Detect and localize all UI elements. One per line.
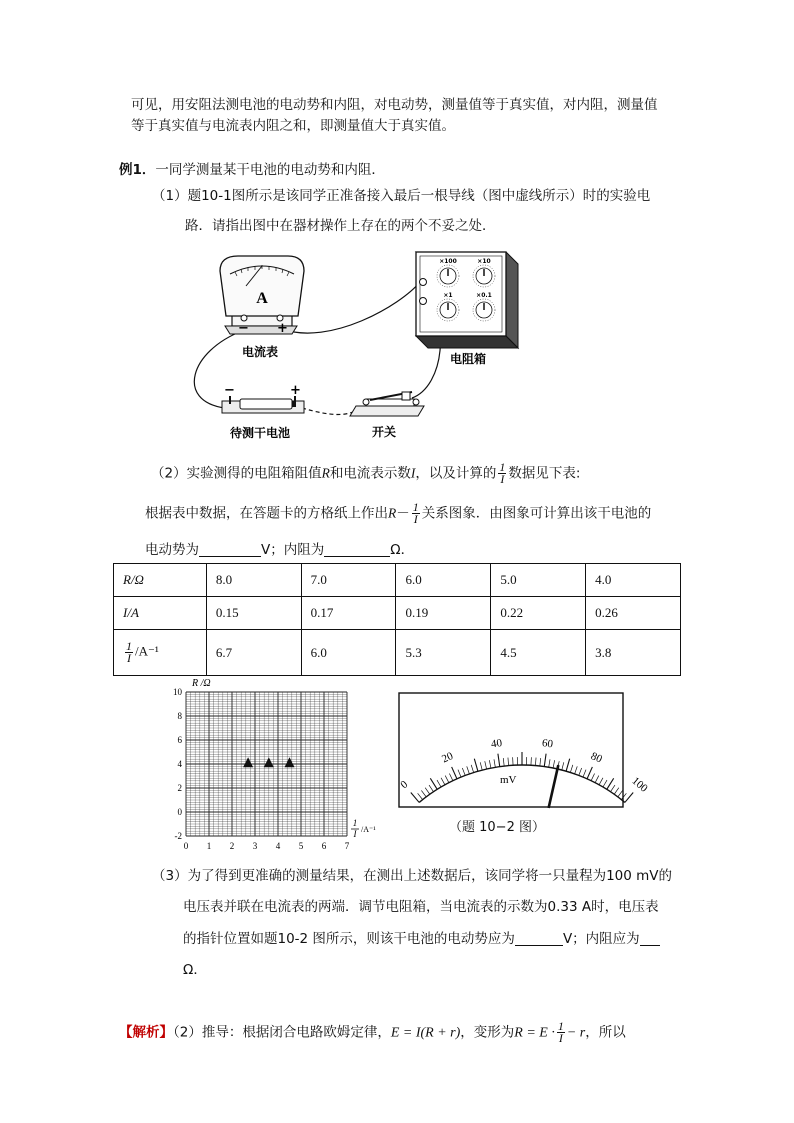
analysis-frac-num: 1 (557, 1019, 564, 1033)
intro-line-2: 等于真实值与电流表内阻之和，即测量值大于真实值。 (131, 118, 455, 134)
resistance-box (416, 252, 518, 366)
table-row (114, 564, 681, 597)
analysis-line (119, 1021, 626, 1044)
battery-minus: − (224, 383, 235, 398)
ammeter-label: 电流表 (242, 345, 279, 359)
q3-line-3-b: V；内阻应为 (562, 931, 640, 947)
table-cell: 0.26 (586, 597, 681, 630)
y-tick-label: 2 (177, 783, 182, 793)
q2-prefix: （2）实验测得的电阻箱阻值 (151, 465, 322, 482)
q2-fraction (498, 462, 506, 485)
q2-suffix: 数据见下表: (508, 465, 581, 482)
table-cell: 7.0 (301, 564, 396, 597)
analysis-eq-1: E = I(R + r) (390, 1025, 461, 1041)
x-tick-label: 2 (229, 841, 235, 851)
q2-line-2 (145, 502, 651, 525)
table-row (114, 630, 681, 676)
box-terminal-1 (420, 279, 427, 286)
table-header-i: I/A (114, 597, 207, 630)
switch (350, 392, 424, 439)
q3-line-3 (183, 929, 660, 949)
y-tick-label: 8 (177, 711, 182, 721)
box-terminal-2 (420, 298, 427, 305)
y-tick-label: 10 (173, 687, 182, 697)
q1-line-1: （1）题10-1图所示是该同学正准备接入最后一根导线（图中虚线所示）时的实验电 (152, 188, 651, 204)
q2b-prefix: 根据表中数据，在答题卡的方格纸上作出 (145, 505, 388, 522)
x-axis-label-den: I (353, 829, 357, 839)
ammeter-minus: − (238, 321, 249, 336)
analysis-eq-2-a: R = E · (514, 1025, 555, 1041)
ammeter (220, 256, 304, 359)
ammeter-symbol: A (256, 290, 268, 307)
q2-frac-num: 1 (499, 460, 506, 474)
q2b-frac-den: I (413, 512, 418, 526)
q3-line-3-a: 的指针位置如题10-2 图所示，则该干电池的电动势应为 (183, 931, 515, 947)
r-vs-inv-i-chart (160, 672, 400, 854)
inv-i-unit: /A⁻¹ (135, 643, 159, 659)
table-cell: 6.7 (206, 630, 301, 676)
q3-line-1: （3）为了得到更准确的测量结果，在测出上述数据后，该同学将一只量程为100 mV的 (152, 868, 673, 884)
table-cell: 0.22 (491, 597, 586, 630)
table-header-r: R/Ω (114, 564, 207, 597)
analysis-text-b: ，变形为 (460, 1024, 515, 1041)
data-point (243, 757, 253, 767)
table-cell: 0.19 (396, 597, 491, 630)
y-tick-label: -2 (174, 831, 182, 841)
analysis-text-c: ，所以 (585, 1024, 626, 1041)
q1-line-2: 路．请指出图中在器材操作上存在的两个不妥之处． (185, 218, 496, 234)
data-table (113, 563, 681, 676)
millivoltmeter (396, 690, 650, 810)
example-title: 一同学测量某干电池的电动势和内阻． (155, 162, 385, 178)
x-tick-label: 0 (183, 841, 189, 851)
table-cell: 6.0 (301, 630, 396, 676)
battery (222, 383, 304, 440)
q2b-dash: － (396, 505, 410, 522)
data-point (264, 757, 274, 767)
dial-x01-label: ×0.1 (476, 292, 492, 299)
emf-answer-blank[interactable] (515, 931, 563, 946)
table-cell: 8.0 (206, 564, 301, 597)
q2b-var-r: R (388, 505, 397, 521)
meter-tick-label: 0 (398, 778, 411, 792)
table-cell: 3.8 (586, 630, 681, 676)
meter-tick-label: 20 (440, 750, 456, 766)
table-header-inv-i (114, 630, 207, 676)
q2c-suffix: Ω． (390, 542, 415, 558)
q3-line-4: Ω． (183, 962, 207, 978)
analysis-label: 【解析】 (119, 1024, 173, 1041)
x-tick-label: 3 (252, 841, 258, 851)
inv-i-den: I (127, 651, 131, 665)
y-tick-label: 6 (177, 735, 182, 745)
q2b-frac-num: 1 (412, 500, 419, 514)
y-tick-label: 0 (177, 807, 182, 817)
meter-tick-label: 100 (629, 774, 650, 795)
data-point (285, 757, 295, 767)
table-cell: 5.0 (491, 564, 586, 597)
emf-blank[interactable] (199, 542, 261, 557)
q2c-prefix: 电动势为 (145, 542, 199, 558)
q2-after: ，以及计算的 (415, 465, 497, 482)
switch-label: 开关 (372, 425, 397, 439)
meter-tick-label: 60 (541, 737, 554, 751)
meter-tick-label: 80 (588, 750, 604, 766)
analysis-text-a: （2）推导：根据闭合电路欧姆定律， (173, 1024, 391, 1041)
y-axis-label: R /Ω (192, 678, 211, 689)
x-tick-label: 1 (206, 841, 212, 851)
analysis-frac-den: I (558, 1031, 563, 1045)
table-cell: 5.3 (396, 630, 491, 676)
q2-frac-den: I (500, 472, 505, 486)
x-tick-label: 4 (275, 841, 281, 851)
inv-i-fraction (125, 641, 133, 664)
x-axis-label-unit: /A⁻¹ (361, 825, 376, 834)
table-cell: 4.5 (491, 630, 586, 676)
meter-unit: mV (500, 774, 517, 786)
q2b-suffix: 关系图象．由图象可计算出该干电池的 (421, 505, 652, 522)
x-tick-label: 7 (344, 841, 350, 851)
box-label: 电阻箱 (450, 352, 487, 366)
circuit-diagram (180, 246, 520, 446)
analysis-eq-2-b: − r (566, 1025, 586, 1041)
meter-tick-label: 40 (490, 737, 503, 751)
dial-x1-label: ×1 (443, 292, 453, 299)
dial-x10-label: ×10 (477, 258, 491, 265)
wire-ammeter-box (282, 282, 420, 333)
table-cell: 4.0 (586, 564, 681, 597)
ammeter-plus: + (277, 321, 288, 336)
intro-line-1: 可见，用安阻法测电池的电动势和内阻，对电动势，测量值等于真实值，对内阻，测量值 (131, 97, 658, 113)
x-tick-label: 6 (321, 841, 327, 851)
battery-plus: + (290, 383, 301, 398)
meter-caption: （题 10−2 图） (449, 820, 545, 835)
dial-x100-label: ×100 (439, 258, 457, 265)
q2-var-r: R (321, 465, 330, 481)
example-heading (119, 160, 385, 180)
table-cell: 6.0 (396, 564, 491, 597)
analysis-fraction (557, 1021, 565, 1044)
q2-line-1 (151, 462, 580, 485)
x-axis-label-num: 1 (352, 818, 358, 828)
example-label: 例1． (119, 162, 156, 178)
resistance-blank[interactable] (324, 542, 390, 557)
q3-line-2: 电压表并联在电流表的两端．调节电阻箱，当电流表的示数为0.33 A时，电压表 (183, 899, 659, 915)
x-tick-label: 5 (298, 841, 304, 851)
q2-mid: 和电流表示数 (329, 465, 411, 482)
q2c-mid: V；内阻为 (261, 542, 325, 558)
y-tick-label: 4 (177, 759, 182, 769)
table-cell: 0.15 (206, 597, 301, 630)
q2-var-i: I (410, 465, 416, 481)
table-cell: 0.17 (301, 597, 396, 630)
table-row (114, 597, 681, 630)
q2-line-3 (145, 540, 414, 560)
q2b-fraction (412, 502, 420, 525)
resistance-answer-blank[interactable] (640, 931, 660, 946)
inv-i-num: 1 (126, 639, 132, 653)
battery-label: 待测干电池 (230, 426, 291, 440)
